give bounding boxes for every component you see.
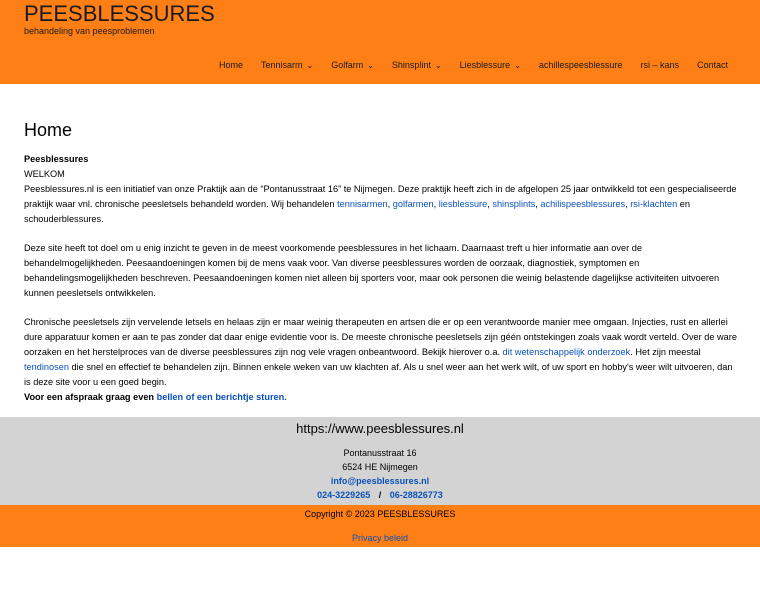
address-street: Pontanusstraat 16: [343, 448, 417, 458]
page-title: Home: [24, 120, 73, 140]
link-contact[interactable]: bellen of een berichtje sturen.: [156, 392, 287, 402]
phone-separator: /: [378, 490, 382, 500]
nav-item-rsi-kans[interactable]: rsi – kans: [640, 60, 679, 70]
appointment-cta: Voor een afspraak graag even bellen of een berichtje sturen.: [24, 392, 287, 402]
footer-url: https://www.peesblessures.nl: [296, 421, 464, 436]
intro-paragraph: Peesblessures.nl is een initiatief van onze Praktijk aan de “Pontanusstraat 16” te Nijmegen. Deze praktijk heeft zich in de afgelopen 25 jaar ontwikkeld tot een gespecialiseerde praktijk waar vnl. chronische peesletsels behandeld worden. Wij behandelen tennisarmen, golfarmen, liesblessure, shinsplints, achilispeesblessures, rsi-klachten en schouderblessures.: [24, 184, 737, 224]
main-nav: [201, 60, 728, 70]
link-onderzoek[interactable]: dit wetenschappelijk onderzoek: [502, 347, 631, 357]
privacy-link[interactable]: Privacy beleid: [351, 533, 409, 543]
welcome-text: WELKOM: [24, 169, 65, 179]
nav-item-tennisarm[interactable]: Tennisarm ⌄: [260, 60, 314, 70]
site-header: [0, 0, 760, 84]
footer-contact: [0, 417, 760, 505]
link-rsi-klachten[interactable]: rsi-klachten: [630, 199, 678, 209]
nav-item-home[interactable]: Home: [218, 60, 243, 70]
chevron-down-icon: ⌄: [306, 60, 314, 70]
site-title[interactable]: PEESBLESSURES: [24, 1, 215, 26]
address: [0, 446, 760, 502]
link-shinsplints[interactable]: shinsplints: [492, 199, 536, 209]
nav-item-achillespeesblessure[interactable]: achillespeesblessure: [538, 60, 623, 70]
email-link[interactable]: info@peesblessures.nl: [330, 476, 430, 486]
nav-item-liesblessure[interactable]: Liesblessure ⌄: [459, 60, 521, 70]
link-liesblessure[interactable]: liesblessure: [438, 199, 488, 209]
link-tennisarmen[interactable]: tennisarmen: [337, 199, 388, 209]
site-tagline: behandeling van peesproblemen: [24, 26, 155, 36]
nav-item-shinsplint[interactable]: Shinsplint ⌄: [391, 60, 442, 70]
content-heading: Peesblessures: [24, 154, 89, 164]
chevron-down-icon: ⌄: [514, 60, 521, 70]
chevron-down-icon: ⌄: [434, 60, 442, 70]
chevron-down-icon: ⌄: [367, 60, 374, 70]
link-golfarmen[interactable]: golfarmen: [392, 199, 434, 209]
main-content: [24, 120, 740, 405]
nav-item-contact[interactable]: Contact: [696, 60, 728, 70]
chronic-paragraph: Chronische peesletsels zijn vervelende letsels en helaas zijn er maar weinig therapeuten en artsen die er op een verantwoorde manier mee omgaan. Injecties, rust en allerlei dure apparatuur komen er aan te pas zonder dat daar enige evidentie voor is. De meeste chronische peesletsels zijn géén ontstekingen zoals vaak wordt verteld. Over de ware oorzaken en het herstelproces van de diverse peesblessures zijn nog vele vragen onbeantwoord. Bekijk hierover o.a. dit wetenschappelijk onderzoek. Het zijn meestal tendinosen die snel en effectief te behandelen zijn. Binnen enkele weken van uw klachten af. Als u snel weer aan het werk wilt, of uw sport en hobby's weer wilt uitvoeren, dan is deze site voor u een goed begin.: [24, 317, 737, 387]
phone-link-2[interactable]: 06-28826773: [389, 490, 443, 500]
footer-bar: [0, 505, 760, 547]
nav-item-golfarm[interactable]: Golfarm ⌄: [331, 60, 374, 70]
info-paragraph: Deze site heeft tot doel om u enig inzicht te geven in de meest voorkomende peesblessures in het lichaam. Daarnaast treft u hier informatie aan over de behandelmogelijkheden. Peesaandoeningen komen bij de mens vaak voor. Van diverse peesblessures worden de oorzaak, diagnostiek, symptomen en behandelingsmogelijkheden beschreven. Peesaandoeningen komen niet alleen bij sporters voor, maar ook personen die weinig belastende dagelijkse activiteiten uitvoeren kunnen peesletsels ontwikkelen.: [24, 243, 720, 298]
link-achilles[interactable]: achilispeesblessures: [540, 199, 626, 209]
link-tendinosen[interactable]: tendinosen: [24, 362, 69, 372]
copyright: Copyright © 2023 PEESBLESSURES: [304, 509, 456, 519]
address-city: 6524 HE Nijmegen: [342, 462, 418, 472]
phone-link-1[interactable]: 024-3229265: [317, 490, 371, 500]
